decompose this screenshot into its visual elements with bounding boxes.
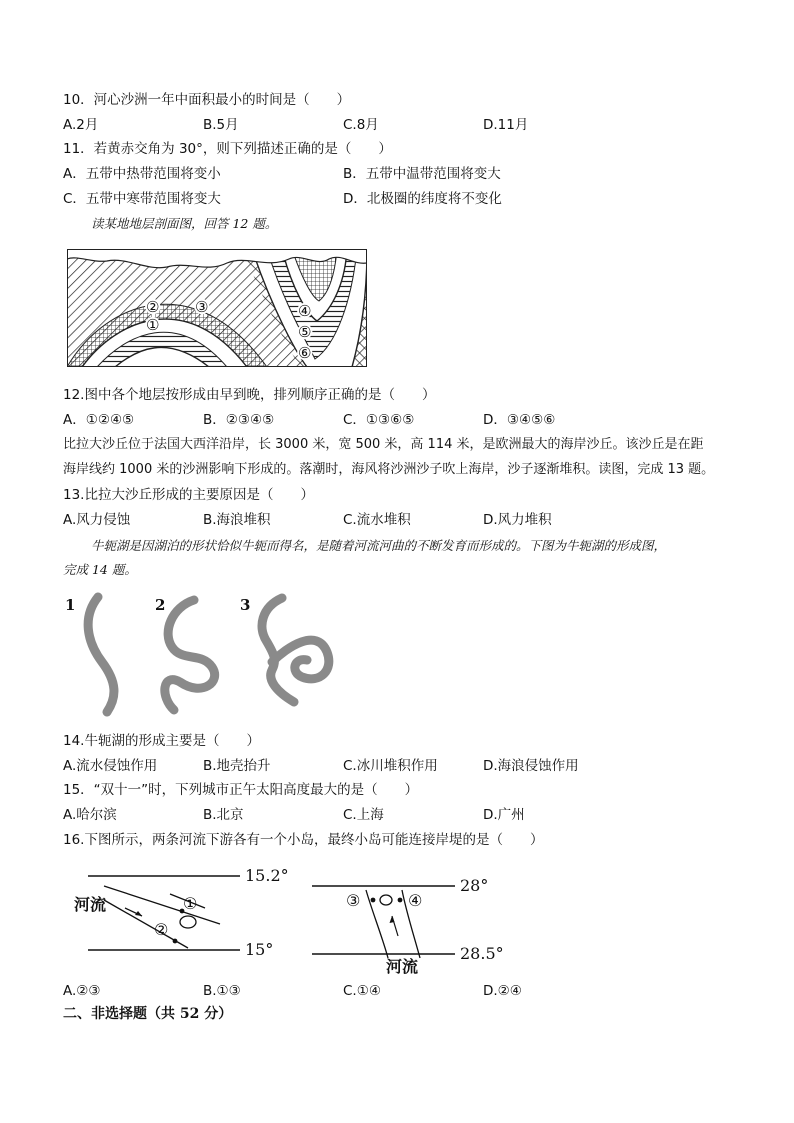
q10-option-b: B.5月	[203, 117, 239, 133]
fig16-left-lat-bottom: 15°	[245, 940, 274, 959]
q10-option-c: C.8月	[343, 117, 379, 133]
fig16-left-lat-top: 15.2°	[245, 866, 289, 885]
q14-option-d: D.海浪侵蚀作用	[483, 758, 579, 774]
fig16-right-lat-top: 28°	[460, 876, 489, 895]
fig16-right-label-3: ③	[346, 891, 361, 910]
q16-option-c: C.①④	[343, 983, 381, 999]
fig14-label-3: 3	[240, 596, 251, 614]
q11-stem: 11．若黄赤交角为 30°，则下列描述正确的是（ ）	[63, 141, 392, 157]
q14-intro-line2: 完成 14 题。	[63, 562, 137, 577]
q16-option-a: A.②③	[63, 983, 101, 999]
q13-option-b: B.海浪堆积	[203, 512, 271, 528]
fig14-label-2: 2	[155, 596, 166, 614]
fig16-left-river-label: 河流	[74, 895, 107, 914]
q15-option-c: C.上海	[343, 807, 384, 823]
q14-intro-line1: 牛轭湖是因湖泊的形状恰似牛轭而得名，是随着河流河曲的不断发育而形成的。下图为牛轭湖的形成图，	[91, 538, 667, 553]
fig16-right-label-4: ④	[408, 891, 423, 910]
river-stage-2	[165, 600, 215, 710]
fig12-label-5: ⑤	[298, 323, 312, 341]
fig16-left-label-1: ①	[183, 894, 198, 913]
fig12-label-2: ②	[146, 298, 160, 316]
q12-stem: 12.图中各个地层按形成由早到晚，排列顺序正确的是（ ）	[63, 387, 436, 403]
q10-stem: 10．河心沙洲一年中面积最小的时间是（ ）	[63, 92, 351, 108]
q15-option-b: B.北京	[203, 807, 244, 823]
q11-option-a: A．五带中热带范围将变小	[63, 166, 221, 182]
section-2-heading: 二、非选择题（共 52 分）	[63, 1006, 233, 1022]
q16-option-d: D.②④	[483, 983, 522, 999]
fig12-label-3: ③	[195, 298, 209, 316]
q13-intro-line1: 比拉大沙丘位于法国大西洋沿岸，长 3000 米，宽 500 米，高 114 米，是欧洲最大的海岸沙丘。该沙丘是在距	[63, 437, 704, 452]
q11-option-d: D．北极圈的纬度将不变化	[343, 191, 502, 207]
q10-option-d: D.11月	[483, 117, 529, 133]
q10-option-a: A.2月	[63, 117, 99, 133]
q13-intro-line2: 海岸线约 1000 米的沙洲影响下形成的。落潮时，海风将沙洲沙子吹上海岸，沙子逐渐堆积。读图，完成 13 题。	[63, 462, 715, 477]
q14-stem: 14.牛轭湖的形成主要是（ ）	[63, 733, 260, 749]
q16-stem: 16.下图所示，两条河流下游各有一个小岛，最终小岛可能连接岸堤的是（ ）	[63, 832, 544, 848]
stratum-profile-figure	[67, 249, 367, 367]
q12-option-d: D．③④⑤⑥	[483, 412, 556, 428]
fig12-label-4: ④	[298, 302, 312, 320]
fig12-label-1: ①	[146, 316, 160, 334]
q12-intro: 读某地地层剖面图，回答 12 题。	[91, 216, 278, 231]
fig16-left-label-2: ②	[154, 920, 169, 939]
q13-option-a: A.风力侵蚀	[63, 512, 131, 528]
fig12-label-6: ⑥	[298, 344, 312, 362]
oxbow-lake-figure	[62, 592, 332, 717]
q16-option-b: B.①③	[203, 983, 241, 999]
q15-option-d: D.广州	[483, 807, 525, 823]
q12-option-b: B．②③④⑤	[203, 412, 275, 428]
fig14-label-1: 1	[65, 596, 76, 614]
q12-option-a: A．①②④⑤	[63, 412, 135, 428]
q13-option-c: C.流水堆积	[343, 512, 411, 528]
q12-option-c: C．①③⑥⑤	[343, 412, 415, 428]
q11-option-b: B．五带中温带范围将变大	[343, 166, 501, 182]
q15-stem: 15．“双十一”时，下列城市正午太阳高度最大的是（ ）	[63, 782, 419, 798]
q13-option-d: D.风力堆积	[483, 512, 552, 528]
river-stage-1	[88, 597, 114, 712]
q13-stem: 13.比拉大沙丘形成的主要原因是（ ）	[63, 487, 314, 503]
fig16-right-river	[310, 866, 540, 976]
q15-option-a: A.哈尔滨	[63, 807, 117, 823]
fig16-right-lat-bottom: 28.5°	[460, 944, 504, 963]
q11-option-c: C．五带中寒带范围将变大	[63, 191, 221, 207]
q14-option-b: B.地壳抬升	[203, 758, 271, 774]
oxbow-lake	[272, 640, 329, 679]
q14-option-a: A.流水侵蚀作用	[63, 758, 158, 774]
fig16-left-river	[70, 864, 310, 964]
q14-option-c: C.冰川堆积作用	[343, 758, 438, 774]
fig16-right-river-label: 河流	[386, 957, 419, 976]
